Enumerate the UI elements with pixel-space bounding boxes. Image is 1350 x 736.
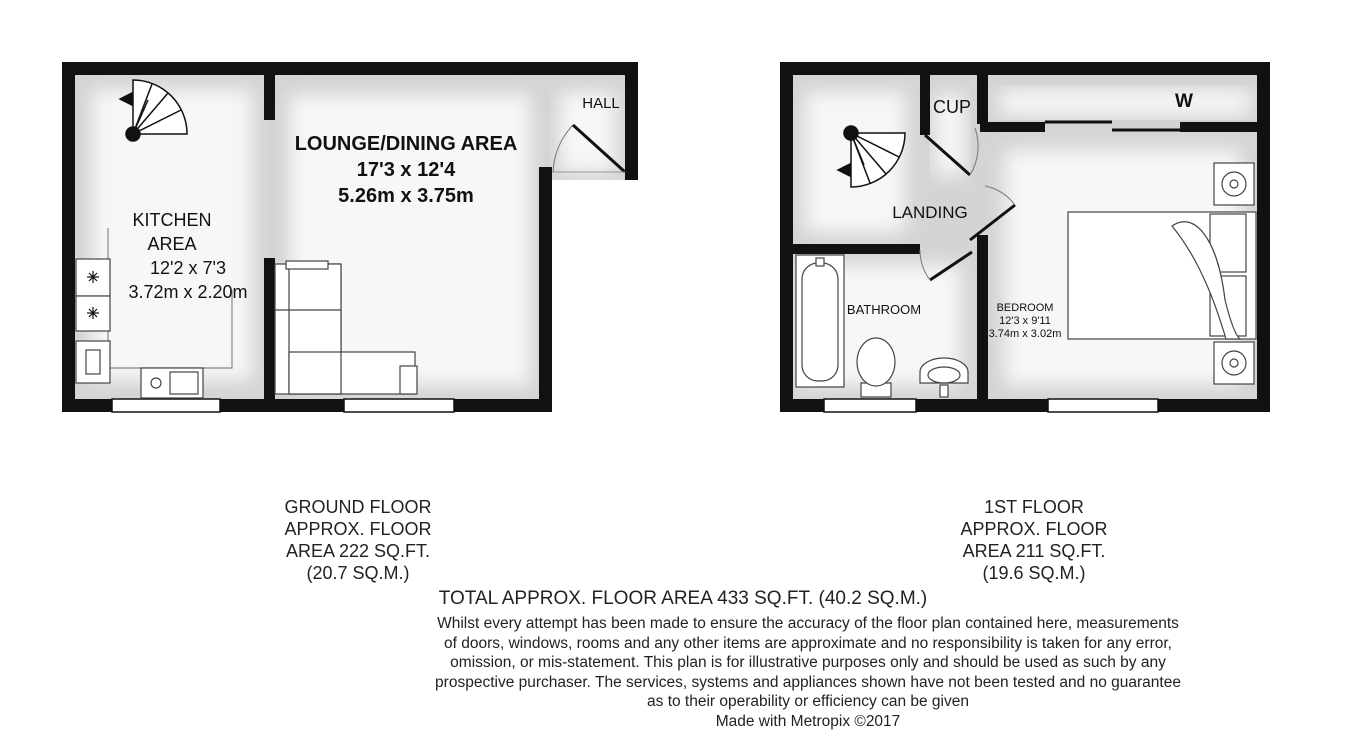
disclaimer-line: Whilst every attempt has been made to ensure the accuracy of the floor plan contained here, measurements bbox=[437, 615, 1179, 632]
kitchen-imperial-label: 12'2 x 7'3 bbox=[150, 258, 226, 278]
toilet bbox=[857, 338, 895, 397]
double-bed bbox=[1068, 212, 1256, 339]
bathtub bbox=[796, 255, 844, 387]
credit-line: Made with Metropix ©2017 bbox=[715, 712, 901, 730]
lounge-metric-label: 5.26m x 3.75m bbox=[338, 185, 474, 207]
landing-label: LANDING bbox=[892, 203, 968, 222]
disclaimer-line: of doors, windows, rooms and any other items are approximate and no responsibility is taken for any error, bbox=[443, 634, 1172, 652]
cupboard-label: CUP bbox=[932, 97, 972, 117]
hall-label: HALL bbox=[582, 95, 620, 112]
kitchen-name-label: KITCHEN bbox=[132, 210, 212, 230]
window bbox=[1048, 399, 1158, 412]
lounge-imperial-label: 17'3 x 12'4 bbox=[356, 159, 456, 181]
window bbox=[344, 399, 454, 412]
first-floor-caption-line: APPROX. FLOOR bbox=[960, 519, 1108, 539]
first-floor-caption-line: AREA 211 SQ.FT. bbox=[962, 541, 1106, 561]
ground-floor-caption-line: AREA 222 SQ.FT. bbox=[285, 541, 431, 561]
bedroom-imperial-label: 12'3 x 9'11 bbox=[999, 315, 1051, 327]
disclaimer-line: prospective purchaser. The services, systems and appliances shown have not been tested and no guarantee bbox=[435, 673, 1181, 691]
ground-floor-caption-line: GROUND FLOOR bbox=[284, 497, 432, 517]
disclaimer-line: omission, or mis-statement. This plan is for illustrative purposes only and should be used as such by any bbox=[450, 654, 1166, 671]
bedroom-name-label: BEDROOM bbox=[996, 302, 1054, 314]
first-floor-plan bbox=[780, 62, 1270, 412]
ground-floor-caption bbox=[208, 496, 508, 584]
first-floor-caption-line: (19.6 SQ.M.) bbox=[982, 563, 1086, 583]
first-floor-caption-line: 1ST FLOOR bbox=[984, 497, 1084, 517]
ground-floor-caption-line: APPROX. FLOOR bbox=[284, 519, 432, 539]
lounge-name-label: LOUNGE/DINING AREA bbox=[294, 133, 518, 155]
wardrobe-label: W bbox=[1175, 91, 1193, 112]
ground-floor-plan bbox=[62, 62, 642, 415]
bedroom-metric-label: 3.74m x 3.02m bbox=[988, 328, 1062, 340]
ground-floor-caption-line: (20.7 SQ.M.) bbox=[306, 563, 410, 583]
window bbox=[112, 399, 220, 412]
first-floor-caption bbox=[884, 496, 1184, 584]
total-floor-area: TOTAL APPROX. FLOOR AREA 433 SQ.FT. (40.2 SQ.M.) bbox=[438, 588, 928, 609]
disclaimer bbox=[358, 614, 1258, 731]
disclaimer-line: as to their operability or efficiency can be given bbox=[647, 693, 969, 710]
kitchen-metric-label: 3.72m x 2.20m bbox=[128, 282, 248, 302]
bathroom-label: BATHROOM bbox=[846, 302, 922, 317]
window bbox=[824, 399, 916, 412]
kitchen-name-label-2: AREA bbox=[147, 234, 197, 254]
